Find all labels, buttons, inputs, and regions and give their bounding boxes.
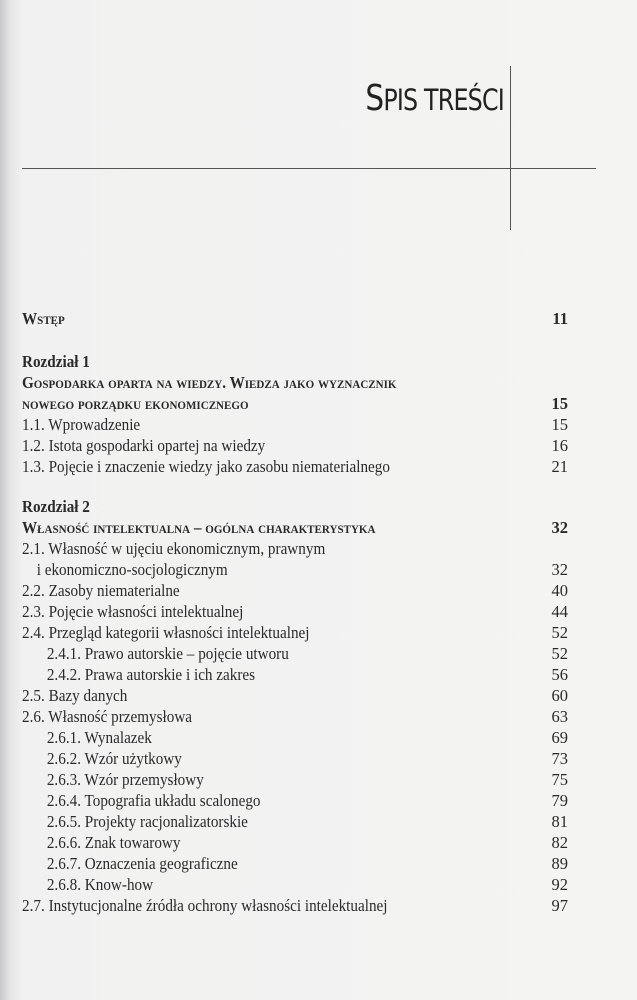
toc-entry-title: Gospodarka oparta na wiedzy. Wiedza jako wyznacznik	[22, 373, 397, 392]
toc-entry-page: 97	[551, 896, 568, 915]
title-initial: S	[365, 78, 384, 119]
toc-entry-title: Rozdział 2	[22, 497, 90, 516]
toc-entry-title: 2.3. Pojęcie własności intelektualnej	[22, 602, 244, 621]
toc-entry-page: 32	[551, 518, 568, 537]
toc-entry-title: 2.1. Własność w ujęciu ekonomicznym, prawnym	[22, 539, 326, 558]
toc-entry-title: 1.3. Pojęcie i znaczenie wiedzy jako zasobu niematerialnego	[22, 457, 390, 476]
toc-entry-title: Rozdział 1	[22, 352, 90, 371]
toc-entry-page: 89	[551, 854, 568, 873]
toc-entry	[22, 580, 568, 601]
toc-entry-title: nowego porządku ekonomicznego	[22, 394, 249, 413]
toc-entry-title: 2.6.3. Wzór przemysłowy	[46, 770, 204, 789]
toc-entry	[22, 538, 568, 559]
spacer	[22, 477, 568, 496]
toc-entry	[22, 748, 568, 769]
toc-entry	[22, 559, 568, 580]
toc-entry-page: 52	[551, 623, 568, 642]
toc-entry-page: 69	[551, 728, 568, 747]
toc-entry	[22, 456, 568, 477]
toc-entry	[22, 895, 568, 916]
toc-entry-title: 1.1. Wprowadzenie	[22, 415, 141, 434]
toc-entry-page: 15	[551, 394, 568, 413]
toc-entry	[22, 393, 568, 414]
toc-entry-page: 73	[551, 749, 568, 768]
toc-entry-title: 2.4. Przegląd kategorii własności intelektualnej	[22, 623, 310, 642]
toc-entry-title: 2.6.4. Topografia układu scalonego	[46, 791, 261, 810]
toc-entry	[22, 372, 568, 393]
toc-entry	[22, 496, 568, 517]
toc-entry	[22, 874, 568, 895]
toc-entry-page: 16	[551, 436, 568, 455]
toc-entry	[22, 435, 568, 456]
toc-entry	[22, 706, 568, 727]
toc-entry	[22, 351, 568, 372]
toc-entry	[22, 622, 568, 643]
toc-entry-title: 2.6.7. Oznaczenia geograficzne	[46, 854, 238, 873]
toc-entry-page: 56	[551, 665, 568, 684]
toc-entry-title: Wstęp	[22, 309, 65, 328]
toc-entry-page: 15	[551, 415, 568, 434]
toc-entry-title: 2.4.1. Prawo autorskie – pojęcie utworu	[46, 644, 289, 663]
toc-entry-title: 2.6.8. Know-how	[46, 875, 154, 894]
toc-entry-title: i ekonomiczno-socjologicznym	[36, 560, 228, 579]
toc-entry-page: 92	[551, 875, 568, 894]
toc-entry-page: 79	[551, 791, 568, 810]
toc-entry-title: 2.4.2. Prawa autorskie i ich zakres	[46, 665, 256, 684]
toc-entry-title: Własność intelektualna – ogólna charakterystyka	[22, 518, 376, 537]
toc-entry-page: 32	[551, 560, 568, 579]
toc-entry	[22, 769, 568, 790]
toc-entry	[22, 664, 568, 685]
toc-entry-title: 2.6.1. Wynalazek	[46, 728, 152, 747]
toc-entry	[22, 414, 568, 435]
toc-entry-page: 75	[551, 770, 568, 789]
toc-entry	[22, 517, 568, 538]
toc-entry-title: 2.6.2. Wzór użytkowy	[46, 749, 182, 768]
toc-entry-title: 2.6.5. Projekty racjonalizatorskie	[46, 812, 248, 831]
toc-entry	[22, 832, 568, 853]
toc-entry-title: 2.5. Bazy danych	[22, 686, 128, 705]
toc-entry	[22, 601, 568, 622]
toc-entry-page: 44	[551, 602, 568, 621]
toc-entry-page: 82	[551, 833, 568, 852]
toc-entry-page: 40	[551, 581, 568, 600]
toc-entry	[22, 853, 568, 874]
toc-entry	[22, 790, 568, 811]
toc-entry-title: 2.6. Własność przemysłowa	[22, 707, 193, 726]
toc-entry-page: 63	[551, 707, 568, 726]
toc-entry	[22, 643, 568, 664]
toc-entry	[22, 727, 568, 748]
toc-entry-page: 11	[552, 309, 568, 328]
toc-entry-page: 52	[551, 644, 568, 663]
title-rest: PIS TREŚCI	[383, 83, 504, 117]
page-title	[365, 78, 504, 119]
toc-entry-page: 60	[551, 686, 568, 705]
vertical-rule	[510, 66, 511, 230]
toc-entry	[22, 685, 568, 706]
toc-entry-title: 2.2. Zasoby niematerialne	[22, 581, 180, 600]
toc-entry	[22, 308, 568, 329]
toc-entry-title: 2.6.6. Znak towarowy	[46, 833, 181, 852]
table-of-contents	[22, 308, 568, 916]
toc-entry	[22, 811, 568, 832]
toc-entry-title: 2.7. Instytucjonalne źródła ochrony własności intelektualnej	[22, 896, 388, 915]
toc-entry-page: 21	[551, 457, 568, 476]
toc-entry-page: 81	[551, 812, 568, 831]
toc-entry-title: 1.2. Istota gospodarki opartej na wiedzy	[22, 436, 266, 455]
spacer	[22, 329, 568, 351]
